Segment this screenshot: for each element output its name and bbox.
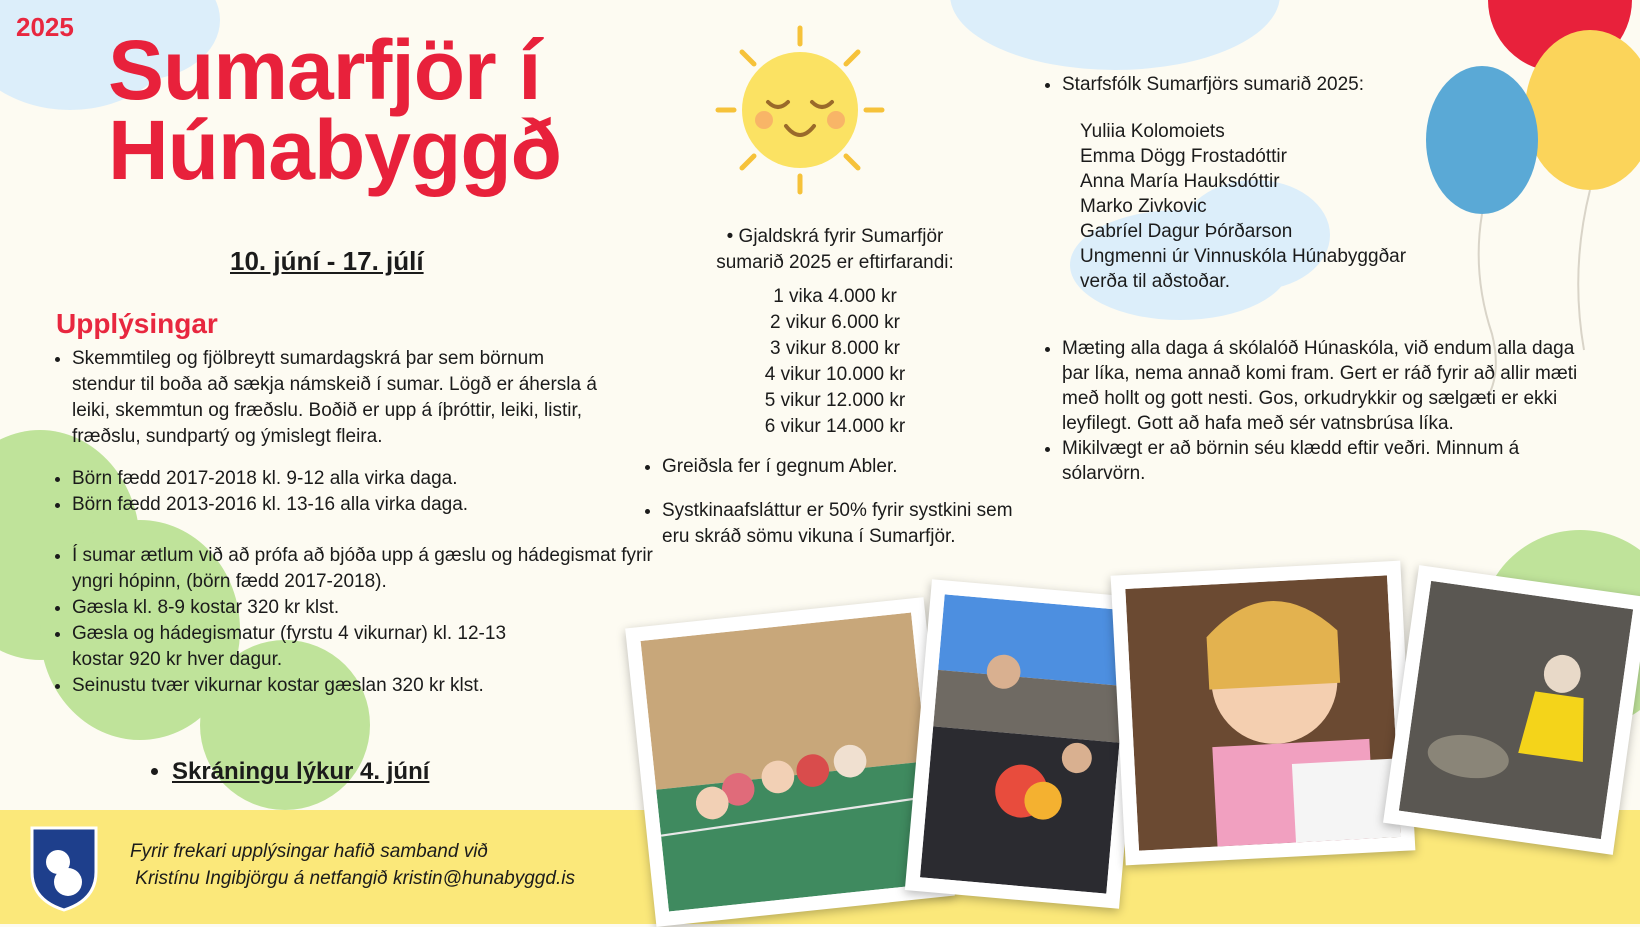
registration-text: Skráningu lýkur 4. júní (172, 758, 430, 785)
price-item: 2 vikur 6.000 kr (770, 312, 900, 333)
staff-member: Ungmenni úr Vinnuskóla Húnabyggðar verða til aðstoðar. (1080, 246, 1407, 292)
rules-list (1040, 336, 1600, 486)
list-item: • Í sumar ætlum við að prófa að bjóða upp á gæslu og hádegismat fyrir yngri hópinn, (börn fædd 2017-2018). (72, 543, 672, 595)
cloud-top-right (950, 0, 1280, 70)
photo-outdoor (1383, 565, 1640, 855)
list-item: • Mikilvægt er að börnin séu klædd eftir veðri. Minnum á sólarvörn. (1062, 436, 1562, 486)
care-list (52, 543, 672, 699)
staff-list (1058, 119, 1600, 294)
contact-line-1: Fyrir frekari upplýsingar hafið samband við (130, 841, 488, 862)
payment-list (640, 454, 1030, 550)
staff-member: Marko Zivkovic (1080, 196, 1207, 217)
list-item: • Gæsla kl. 8-9 kostar 320 kr klst. (72, 595, 672, 621)
price-item: 6 vikur 14.000 kr (764, 416, 906, 437)
price-heading: • Gjaldskrá fyrir Sumarfjör sumarið 2025 er eftirfarandi: (716, 226, 954, 273)
list-item: • Skemmtileg og fjölbreytt sumardagskrá þar sem börnum stendur til boða að sækja námskeið í sumar. Lögð er áhersla á leiki, skemmtun og fræðslu. Boðið er upp á íþróttir, leiki, listir, fræðslu, sundpartý og ýmislegt fleira. (72, 346, 612, 450)
info-list (52, 346, 612, 450)
price-item: 5 vikur 12.000 kr (764, 390, 906, 411)
staff-member: Emma Dögg Frostadóttir (1080, 146, 1287, 167)
year-label: 2025 (16, 12, 74, 42)
payment-info: • Greiðsla fer í gegnum Abler. (662, 454, 1030, 480)
bullet: • (726, 226, 739, 247)
list-item: • Mæting alla daga á skólalóð Húnaskóla, við endum alla daga þar líka, nema annað komi fram. Gert er ráð fyrir að allir mæti með hollt og gott nesti. Gos, orkudrykkir og sælgæti er ekki leyfilegt. Gott að hafa með sér vatnsbrúsa líka. (1062, 336, 1600, 436)
date-range: 10. júní - 17. júlí (230, 246, 424, 276)
age-list (52, 466, 692, 518)
list-item: • Börn fædd 2013-2016 kl. 13-16 alla virka daga. (72, 492, 692, 518)
staff-member: Anna María Hauksdóttir (1080, 171, 1280, 192)
staff-heading: • Starfsfólk Sumarfjörs sumarið 2025: (1062, 72, 1600, 97)
staff-member: Yuliia Kolomoiets (1080, 121, 1225, 142)
page-title (108, 23, 668, 197)
photo-pool (905, 579, 1146, 909)
section-title: Upplýsingar (56, 308, 218, 339)
contact-line-2: Kristínu Ingibjörgu á netfangið kristin@hunabyggd.is (130, 868, 575, 889)
price-item: 3 vikur 8.000 kr (770, 338, 900, 359)
price-section (640, 224, 1030, 550)
contact-info (130, 838, 575, 892)
list-item: • Börn fædd 2017-2018 kl. 9-12 alla virka daga. (72, 466, 692, 492)
price-item: 4 vikur 10.000 kr (764, 364, 906, 385)
title-line-1: Sumarfjör í (108, 23, 541, 117)
price-item: 1 vika 4.000 kr (773, 286, 897, 307)
price-list (640, 284, 1030, 440)
municipality-crest-icon (28, 822, 100, 912)
registration-deadline (150, 758, 429, 786)
sun-icon (710, 20, 890, 200)
list-item: • Gæsla og hádegismatur (fyrstu 4 vikurnar) kl. 12-13 kostar 920 kr hver dagur. (72, 621, 552, 673)
photo-drawing (1111, 561, 1416, 866)
title-line-2: Húnabyggð (108, 103, 561, 197)
list-item: • Seinustu tvær vikurnar kostar gæslan 320 kr klst. (72, 673, 672, 699)
staff-section (1040, 72, 1600, 486)
sibling-discount: • Systkinaafsláttur er 50% fyrir systkini sem eru skráð sömu vikuna í Sumarfjör. (662, 498, 1022, 550)
staff-member: Gabríel Dagur Þórðarson (1080, 221, 1293, 242)
